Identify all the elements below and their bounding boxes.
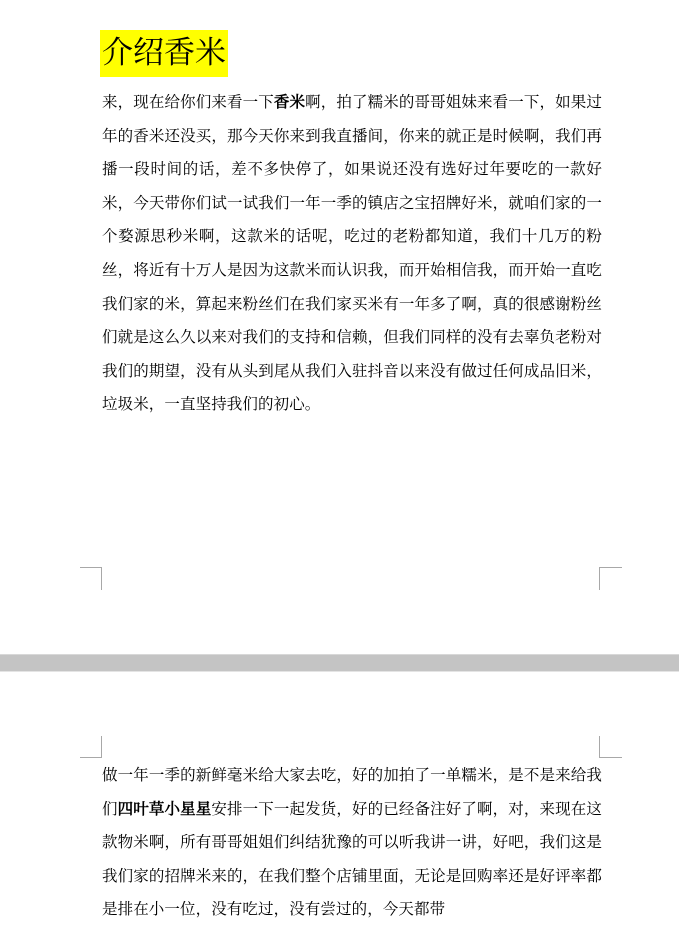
text-segment: 安排一下一起发货，好的已经备注好了啊，对，来现在这款物米啊，所有哥哥姐姐们纠结犹豫的可以听我讲一讲，好吧，我们这是我们家的招牌米来的，在我们整个店铺里面，无论是回购率还是好评率都是排在小一位，没有吃过，没有尝过的，今天都带 bbox=[102, 799, 602, 919]
page2-paragraph[interactable] bbox=[102, 759, 602, 927]
text-segment: 来，现在给你们来看一下 bbox=[102, 93, 274, 111]
bold-text-segment: 四叶草小星星 bbox=[117, 799, 212, 818]
page1-paragraph[interactable] bbox=[102, 86, 602, 422]
bold-text-segment: 香米 bbox=[273, 93, 306, 111]
document-title[interactable]: 介绍香米 bbox=[100, 30, 228, 77]
crop-mark-bottom-left bbox=[80, 567, 102, 590]
text-segment: 做一年一季的新鲜毫米给大家去吃，好的加拍了一单糯米，是不是来给我们 bbox=[102, 766, 602, 818]
crop-mark-bottom-right bbox=[599, 567, 622, 590]
crop-mark-top-right bbox=[599, 736, 622, 758]
text-segment: 啊，拍了糯米的哥哥姐妹来看一下，如果过年的香米还没买，那今天你来到我直播间，你来的就正是时候啊，我们再播一段时间的话，差不多快停了，如果说还没有选好过年要吃的一款好米，今天带你们试一试我们一年一季的镇店之宝招牌好米，就咱们家的一个婺源思秒米啊，这款米的话呢，吃过的老粉都知道，我们十几万的粉丝，将近有十万人是因为这款米而认识我，而开始相信我，而开始一直吃我们家的米，算起来粉丝们在我们家买米有一年多了啊，真的很感谢粉丝们就是这么久以来对我们的支持和信赖，但我们同样的没有去辜负老粉对我们的期望，没有从头到尾从我们入驻抖音以来没有做过任何成品旧米，垃圾米，一直坚持我们的初心。 bbox=[102, 93, 603, 414]
crop-mark-top-left bbox=[80, 736, 102, 758]
document-page-2 bbox=[0, 671, 679, 943]
